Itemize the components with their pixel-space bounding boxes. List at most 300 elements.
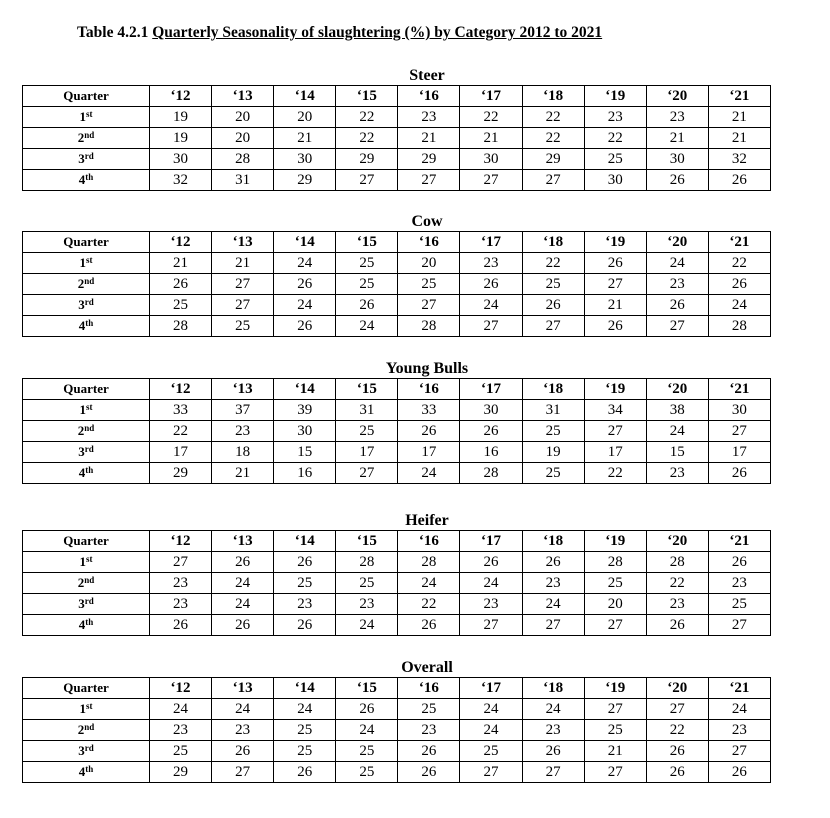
table-cell: 22 bbox=[522, 107, 584, 128]
quarter-number: 4 bbox=[78, 764, 86, 779]
table-cell: 26 bbox=[212, 552, 274, 573]
quarter-suffix: th bbox=[85, 764, 94, 774]
table-cell: 28 bbox=[150, 316, 212, 337]
table-cell: 27 bbox=[584, 615, 646, 636]
table-cell: 26 bbox=[336, 699, 398, 720]
quarter-number: 3 bbox=[78, 596, 85, 611]
table-cell: 26 bbox=[212, 741, 274, 762]
year-header: ‘14 bbox=[274, 86, 336, 107]
year-header: ‘12 bbox=[150, 232, 212, 253]
table-cell: 26 bbox=[460, 274, 522, 295]
table-cell: 33 bbox=[398, 400, 460, 421]
table-cell: 18 bbox=[212, 442, 274, 463]
seasonality-table bbox=[22, 85, 771, 191]
year-header: ‘18 bbox=[522, 232, 584, 253]
quarter-suffix: rd bbox=[84, 444, 94, 454]
quarter-suffix: rd bbox=[84, 297, 94, 307]
table-row bbox=[23, 253, 771, 274]
quarter-number: 4 bbox=[78, 617, 86, 632]
year-header: ‘20 bbox=[646, 232, 708, 253]
quarter-label bbox=[23, 615, 150, 636]
table-cell: 23 bbox=[522, 720, 584, 741]
table-cell: 15 bbox=[274, 442, 336, 463]
table-cell: 22 bbox=[336, 128, 398, 149]
table-cell: 26 bbox=[274, 762, 336, 783]
table-cell: 25 bbox=[274, 720, 336, 741]
year-header: ‘14 bbox=[274, 379, 336, 400]
table-cell: 23 bbox=[522, 573, 584, 594]
table-cell: 23 bbox=[460, 253, 522, 274]
table-cell: 24 bbox=[708, 295, 770, 316]
table-cell: 26 bbox=[212, 615, 274, 636]
quarter-suffix: st bbox=[86, 255, 93, 265]
table-cell: 22 bbox=[460, 107, 522, 128]
quarter-label bbox=[23, 316, 150, 337]
table-cell: 25 bbox=[584, 720, 646, 741]
table-cell: 17 bbox=[398, 442, 460, 463]
table-cell: 28 bbox=[398, 316, 460, 337]
table-cell: 22 bbox=[398, 594, 460, 615]
table-cell: 22 bbox=[708, 253, 770, 274]
table-cell: 19 bbox=[150, 128, 212, 149]
table-cell: 20 bbox=[398, 253, 460, 274]
year-header: ‘15 bbox=[336, 379, 398, 400]
table-cell: 25 bbox=[150, 295, 212, 316]
table-row bbox=[23, 400, 771, 421]
quarter-label bbox=[23, 442, 150, 463]
table-cell: 27 bbox=[584, 274, 646, 295]
table-cell: 26 bbox=[584, 316, 646, 337]
year-header: ‘19 bbox=[584, 678, 646, 699]
year-header: ‘18 bbox=[522, 531, 584, 552]
table-cell: 25 bbox=[708, 594, 770, 615]
table-cell: 19 bbox=[522, 442, 584, 463]
title-prefix: Table 4.2.1 bbox=[77, 24, 153, 41]
table-cell: 28 bbox=[584, 552, 646, 573]
table-cell: 25 bbox=[584, 573, 646, 594]
table-row bbox=[23, 762, 771, 783]
quarter-number: 2 bbox=[77, 130, 85, 145]
table-cell: 21 bbox=[708, 128, 770, 149]
table-cell: 27 bbox=[708, 741, 770, 762]
table-row bbox=[23, 594, 771, 615]
table-cell: 29 bbox=[336, 149, 398, 170]
quarter-suffix: st bbox=[86, 701, 93, 711]
year-header: ‘19 bbox=[584, 531, 646, 552]
year-header: ‘16 bbox=[398, 678, 460, 699]
table-cell: 17 bbox=[150, 442, 212, 463]
table-cell: 26 bbox=[708, 463, 770, 484]
table-cell: 27 bbox=[522, 615, 584, 636]
table-cell: 21 bbox=[584, 741, 646, 762]
quarter-label bbox=[23, 107, 150, 128]
table-cell: 29 bbox=[274, 170, 336, 191]
table-cell: 29 bbox=[150, 762, 212, 783]
quarter-label bbox=[23, 274, 150, 295]
table-cell: 24 bbox=[150, 699, 212, 720]
category-table-block bbox=[22, 659, 771, 783]
table-cell: 26 bbox=[522, 741, 584, 762]
year-header: ‘19 bbox=[584, 232, 646, 253]
quarter-label bbox=[23, 253, 150, 274]
quarter-suffix: nd bbox=[84, 276, 95, 286]
table-cell: 28 bbox=[336, 552, 398, 573]
quarter-suffix: th bbox=[85, 172, 94, 182]
table-cell: 24 bbox=[460, 573, 522, 594]
table-cell: 30 bbox=[646, 149, 708, 170]
table-cell: 26 bbox=[646, 762, 708, 783]
table-cell: 28 bbox=[646, 552, 708, 573]
table-cell: 24 bbox=[212, 594, 274, 615]
table-row bbox=[23, 552, 771, 573]
table-cell: 17 bbox=[336, 442, 398, 463]
table-cell: 30 bbox=[460, 400, 522, 421]
table-cell: 25 bbox=[274, 741, 336, 762]
table-cell: 27 bbox=[522, 170, 584, 191]
table-cell: 23 bbox=[708, 720, 770, 741]
year-header: ‘18 bbox=[522, 379, 584, 400]
quarter-number: 4 bbox=[78, 318, 86, 333]
quarter-suffix: st bbox=[86, 402, 93, 412]
quarter-suffix: st bbox=[86, 554, 93, 564]
quarter-header: Quarter bbox=[23, 531, 150, 552]
year-header: ‘17 bbox=[460, 531, 522, 552]
table-cell: 27 bbox=[336, 463, 398, 484]
table-cell: 20 bbox=[212, 128, 274, 149]
table-cell: 21 bbox=[398, 128, 460, 149]
year-header: ‘16 bbox=[398, 86, 460, 107]
table-cell: 22 bbox=[584, 128, 646, 149]
quarter-label bbox=[23, 149, 150, 170]
quarter-number: 3 bbox=[78, 444, 85, 459]
table-cell: 29 bbox=[150, 463, 212, 484]
quarter-number: 3 bbox=[78, 743, 85, 758]
table-cell: 30 bbox=[460, 149, 522, 170]
table-cell: 26 bbox=[708, 170, 770, 191]
table-cell: 27 bbox=[150, 552, 212, 573]
year-header: ‘17 bbox=[460, 379, 522, 400]
table-cell: 20 bbox=[584, 594, 646, 615]
quarter-label bbox=[23, 699, 150, 720]
quarter-label bbox=[23, 552, 150, 573]
category-title: Overall bbox=[401, 659, 453, 676]
table-cell: 23 bbox=[212, 720, 274, 741]
seasonality-table bbox=[22, 530, 771, 636]
quarter-suffix: th bbox=[85, 617, 94, 627]
table-cell: 26 bbox=[522, 295, 584, 316]
table-row bbox=[23, 442, 771, 463]
table-cell: 23 bbox=[646, 594, 708, 615]
table-cell: 25 bbox=[522, 463, 584, 484]
category-title: Steer bbox=[409, 67, 445, 84]
seasonality-table bbox=[22, 231, 771, 337]
table-cell: 23 bbox=[150, 573, 212, 594]
table-cell: 21 bbox=[212, 463, 274, 484]
quarter-label bbox=[23, 573, 150, 594]
table-cell: 27 bbox=[708, 421, 770, 442]
table-cell: 16 bbox=[460, 442, 522, 463]
year-header: ‘15 bbox=[336, 531, 398, 552]
table-row bbox=[23, 463, 771, 484]
quarter-header: Quarter bbox=[23, 232, 150, 253]
year-header: ‘19 bbox=[584, 86, 646, 107]
table-cell: 26 bbox=[398, 421, 460, 442]
table-cell: 26 bbox=[460, 421, 522, 442]
quarter-suffix: th bbox=[85, 465, 94, 475]
table-cell: 26 bbox=[336, 295, 398, 316]
table-cell: 24 bbox=[398, 463, 460, 484]
table-row bbox=[23, 573, 771, 594]
table-cell: 25 bbox=[584, 149, 646, 170]
table-cell: 27 bbox=[522, 762, 584, 783]
table-cell: 26 bbox=[646, 170, 708, 191]
table-cell: 37 bbox=[212, 400, 274, 421]
quarter-label bbox=[23, 762, 150, 783]
table-row bbox=[23, 170, 771, 191]
table-cell: 23 bbox=[274, 594, 336, 615]
table-cell: 26 bbox=[274, 552, 336, 573]
table-cell: 26 bbox=[708, 762, 770, 783]
table-cell: 21 bbox=[274, 128, 336, 149]
table-cell: 17 bbox=[584, 442, 646, 463]
table-cell: 30 bbox=[150, 149, 212, 170]
year-header: ‘20 bbox=[646, 678, 708, 699]
table-row bbox=[23, 274, 771, 295]
quarter-header: Quarter bbox=[23, 379, 150, 400]
table-cell: 23 bbox=[150, 594, 212, 615]
year-header: ‘21 bbox=[708, 379, 770, 400]
seasonality-table bbox=[22, 378, 771, 484]
table-cell: 21 bbox=[584, 295, 646, 316]
quarter-number: 1 bbox=[79, 255, 86, 270]
table-cell: 27 bbox=[708, 615, 770, 636]
quarter-label bbox=[23, 170, 150, 191]
year-header: ‘13 bbox=[212, 678, 274, 699]
table-cell: 28 bbox=[708, 316, 770, 337]
table-cell: 39 bbox=[274, 400, 336, 421]
year-header: ‘12 bbox=[150, 531, 212, 552]
table-cell: 24 bbox=[460, 295, 522, 316]
table-cell: 27 bbox=[522, 316, 584, 337]
quarter-suffix: nd bbox=[84, 722, 95, 732]
year-header: ‘15 bbox=[336, 232, 398, 253]
table-cell: 26 bbox=[150, 615, 212, 636]
year-header: ‘17 bbox=[460, 86, 522, 107]
table-cell: 22 bbox=[522, 253, 584, 274]
table-cell: 25 bbox=[336, 253, 398, 274]
table-cell: 24 bbox=[460, 699, 522, 720]
table-cell: 27 bbox=[398, 170, 460, 191]
table-cell: 22 bbox=[522, 128, 584, 149]
year-header: ‘16 bbox=[398, 232, 460, 253]
quarter-number: 2 bbox=[77, 276, 85, 291]
header-row bbox=[23, 232, 771, 253]
category-table-block bbox=[22, 67, 771, 191]
table-cell: 21 bbox=[212, 253, 274, 274]
table-cell: 27 bbox=[460, 762, 522, 783]
quarter-number: 3 bbox=[78, 151, 85, 166]
table-cell: 27 bbox=[336, 170, 398, 191]
quarter-label bbox=[23, 400, 150, 421]
table-cell: 23 bbox=[708, 573, 770, 594]
table-cell: 24 bbox=[274, 253, 336, 274]
quarter-label bbox=[23, 741, 150, 762]
table-cell: 28 bbox=[398, 552, 460, 573]
table-row bbox=[23, 295, 771, 316]
year-header: ‘12 bbox=[150, 678, 212, 699]
table-cell: 26 bbox=[460, 552, 522, 573]
table-cell: 22 bbox=[646, 573, 708, 594]
quarter-number: 2 bbox=[77, 722, 85, 737]
year-header: ‘17 bbox=[460, 678, 522, 699]
table-cell: 19 bbox=[150, 107, 212, 128]
table-row bbox=[23, 699, 771, 720]
table-cell: 32 bbox=[150, 170, 212, 191]
table-cell: 22 bbox=[150, 421, 212, 442]
category-table-block bbox=[22, 512, 771, 636]
table-row bbox=[23, 107, 771, 128]
quarter-suffix: rd bbox=[84, 743, 94, 753]
table-cell: 25 bbox=[336, 421, 398, 442]
table-cell: 25 bbox=[274, 573, 336, 594]
table-cell: 27 bbox=[460, 615, 522, 636]
table-cell: 24 bbox=[708, 699, 770, 720]
year-header: ‘12 bbox=[150, 86, 212, 107]
table-cell: 30 bbox=[584, 170, 646, 191]
table-cell: 22 bbox=[584, 463, 646, 484]
table-cell: 31 bbox=[336, 400, 398, 421]
year-header: ‘14 bbox=[274, 678, 336, 699]
table-cell: 24 bbox=[274, 699, 336, 720]
table-cell: 24 bbox=[522, 699, 584, 720]
category-title: Young Bulls bbox=[385, 360, 469, 377]
table-cell: 31 bbox=[212, 170, 274, 191]
table-row bbox=[23, 615, 771, 636]
table-cell: 24 bbox=[522, 594, 584, 615]
title-text: Quarterly Seasonality of slaughtering (%) by Category 2012 to 2021 bbox=[152, 24, 603, 41]
quarter-number: 1 bbox=[79, 701, 86, 716]
quarter-number: 1 bbox=[79, 109, 86, 124]
table-cell: 25 bbox=[460, 741, 522, 762]
year-header: ‘21 bbox=[708, 531, 770, 552]
table-cell: 28 bbox=[212, 149, 274, 170]
table-cell: 30 bbox=[708, 400, 770, 421]
table-cell: 23 bbox=[150, 720, 212, 741]
table-cell: 27 bbox=[212, 295, 274, 316]
table-cell: 23 bbox=[398, 107, 460, 128]
table-cell: 17 bbox=[708, 442, 770, 463]
table-cell: 24 bbox=[336, 316, 398, 337]
table-cell: 23 bbox=[584, 107, 646, 128]
year-header: ‘20 bbox=[646, 531, 708, 552]
page-title bbox=[77, 24, 602, 42]
table-row bbox=[23, 316, 771, 337]
table-cell: 16 bbox=[274, 463, 336, 484]
table-cell: 32 bbox=[708, 149, 770, 170]
quarter-suffix: nd bbox=[84, 130, 95, 140]
table-cell: 24 bbox=[336, 615, 398, 636]
table-cell: 26 bbox=[274, 615, 336, 636]
header-row bbox=[23, 678, 771, 699]
quarter-header: Quarter bbox=[23, 678, 150, 699]
quarter-label bbox=[23, 720, 150, 741]
table-cell: 26 bbox=[150, 274, 212, 295]
table-cell: 26 bbox=[274, 316, 336, 337]
category-title: Heifer bbox=[405, 512, 449, 529]
table-cell: 27 bbox=[584, 762, 646, 783]
year-header: ‘18 bbox=[522, 86, 584, 107]
quarter-label bbox=[23, 421, 150, 442]
table-cell: 27 bbox=[212, 274, 274, 295]
table-cell: 26 bbox=[398, 741, 460, 762]
table-row bbox=[23, 128, 771, 149]
table-cell: 23 bbox=[646, 274, 708, 295]
table-row bbox=[23, 741, 771, 762]
header-row bbox=[23, 531, 771, 552]
year-header: ‘13 bbox=[212, 232, 274, 253]
year-header: ‘20 bbox=[646, 379, 708, 400]
table-cell: 25 bbox=[398, 699, 460, 720]
table-cell: 15 bbox=[646, 442, 708, 463]
year-header: ‘14 bbox=[274, 232, 336, 253]
table-cell: 29 bbox=[398, 149, 460, 170]
table-row bbox=[23, 421, 771, 442]
table-cell: 20 bbox=[212, 107, 274, 128]
table-cell: 26 bbox=[522, 552, 584, 573]
quarter-suffix: th bbox=[85, 318, 94, 328]
table-cell: 27 bbox=[460, 170, 522, 191]
table-cell: 24 bbox=[398, 573, 460, 594]
table-cell: 27 bbox=[460, 316, 522, 337]
quarter-number: 4 bbox=[78, 172, 86, 187]
table-cell: 27 bbox=[584, 699, 646, 720]
table-cell: 26 bbox=[646, 741, 708, 762]
table-cell: 38 bbox=[646, 400, 708, 421]
quarter-suffix: nd bbox=[84, 575, 95, 585]
header-row bbox=[23, 86, 771, 107]
seasonality-table bbox=[22, 677, 771, 783]
table-cell: 21 bbox=[150, 253, 212, 274]
table-cell: 25 bbox=[336, 741, 398, 762]
year-header: ‘21 bbox=[708, 86, 770, 107]
table-cell: 27 bbox=[646, 316, 708, 337]
table-cell: 24 bbox=[646, 421, 708, 442]
year-header: ‘12 bbox=[150, 379, 212, 400]
table-cell: 30 bbox=[274, 421, 336, 442]
table-cell: 25 bbox=[336, 573, 398, 594]
quarter-label bbox=[23, 295, 150, 316]
table-cell: 25 bbox=[398, 274, 460, 295]
table-cell: 26 bbox=[274, 274, 336, 295]
quarter-label bbox=[23, 128, 150, 149]
year-header: ‘21 bbox=[708, 232, 770, 253]
table-cell: 25 bbox=[336, 762, 398, 783]
table-cell: 21 bbox=[646, 128, 708, 149]
quarter-number: 2 bbox=[77, 575, 85, 590]
table-cell: 26 bbox=[708, 274, 770, 295]
table-cell: 25 bbox=[522, 421, 584, 442]
table-cell: 24 bbox=[460, 720, 522, 741]
table-cell: 26 bbox=[646, 295, 708, 316]
table-cell: 24 bbox=[212, 573, 274, 594]
quarter-header: Quarter bbox=[23, 86, 150, 107]
table-cell: 25 bbox=[336, 274, 398, 295]
quarter-number: 4 bbox=[78, 465, 86, 480]
table-cell: 23 bbox=[398, 720, 460, 741]
table-row bbox=[23, 720, 771, 741]
table-cell: 25 bbox=[522, 274, 584, 295]
table-cell: 26 bbox=[584, 253, 646, 274]
